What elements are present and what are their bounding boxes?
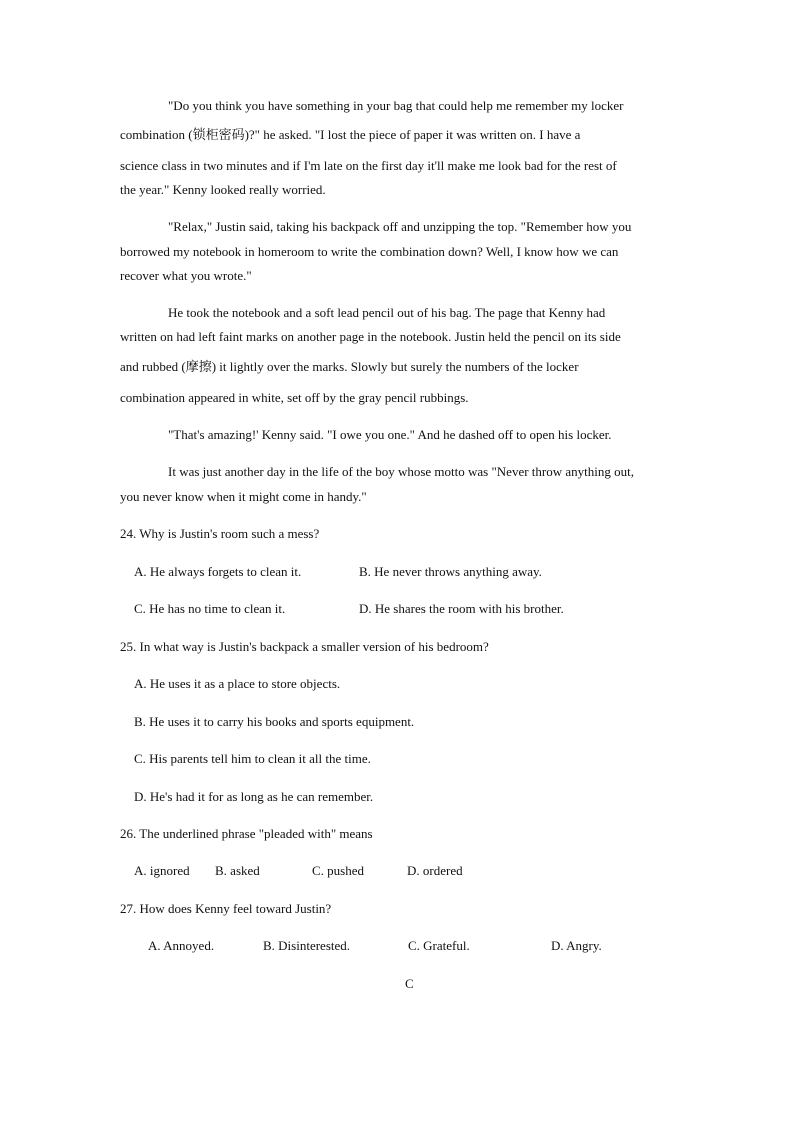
- passage-line: science class in two minutes and if I'm late on the first day it'll make me look bad for the rest of: [120, 158, 617, 173]
- option-b: B. Disinterested.: [263, 938, 351, 953]
- passage-line: "Do you think you have something in your bag that could help me remember my locker: [168, 98, 624, 113]
- option-c: C. He has no time to clean it.: [134, 601, 286, 616]
- option-a: A. Annoyed.: [148, 938, 215, 953]
- option-d: D. He's had it for as long as he can remember.: [134, 789, 374, 804]
- option-b: B. asked: [215, 863, 260, 878]
- option-d: D. Angry.: [551, 938, 602, 953]
- passage-line: borrowed my notebook in homeroom to write the combination down? Well, I know how we can: [120, 244, 619, 259]
- passage-line: combination (锁柜密码)?" he asked. "I lost the piece of paper it was written on. I have a: [120, 127, 581, 142]
- passage-line: It was just another day in the life of the boy whose motto was "Never throw anything out,: [168, 464, 634, 479]
- passage-line: recover what you wrote.": [120, 268, 252, 283]
- passage-line: He took the notebook and a soft lead pencil out of his bag. The page that Kenny had: [168, 305, 606, 320]
- option-a: A. He uses it as a place to store objects.: [134, 676, 341, 691]
- option-c: C. pushed: [312, 863, 364, 878]
- passage-line: combination appeared in white, set off by the gray pencil rubbings.: [120, 390, 469, 405]
- question-stem: 24. Why is Justin's room such a mess?: [120, 526, 320, 541]
- answer-text: C: [405, 976, 414, 991]
- option-d: D. ordered: [407, 863, 463, 878]
- question-stem: 27. How does Kenny feel toward Justin?: [120, 901, 332, 916]
- option-b: B. He uses it to carry his books and sports equipment.: [134, 714, 415, 729]
- passage-line: written on had left faint marks on another page in the notebook. Justin held the pencil on its side: [120, 329, 621, 344]
- passage-line: the year." Kenny looked really worried.: [120, 182, 326, 197]
- question-stem: 26. The underlined phrase "pleaded with" means: [120, 826, 373, 841]
- option-b: B. He never throws anything away.: [359, 564, 542, 579]
- option-a: A. He always forgets to clean it.: [134, 564, 302, 579]
- passage-line: and rubbed (摩擦) it lightly over the marks. Slowly but surely the numbers of the locker: [120, 359, 579, 374]
- passage-line: "That's amazing!' Kenny said. "I owe you one." And he dashed off to open his locker.: [168, 427, 612, 442]
- option-c: C. His parents tell him to clean it all the time.: [134, 751, 371, 766]
- question-stem: 25. In what way is Justin's backpack a smaller version of his bedroom?: [120, 639, 489, 654]
- option-a: A. ignored: [134, 863, 190, 878]
- option-c: C. Grateful.: [408, 938, 470, 953]
- option-d: D. He shares the room with his brother.: [359, 601, 564, 616]
- passage-line: "Relax," Justin said, taking his backpack off and unzipping the top. "Remember how you: [168, 219, 632, 234]
- passage-line: you never know when it might come in handy.": [120, 489, 367, 504]
